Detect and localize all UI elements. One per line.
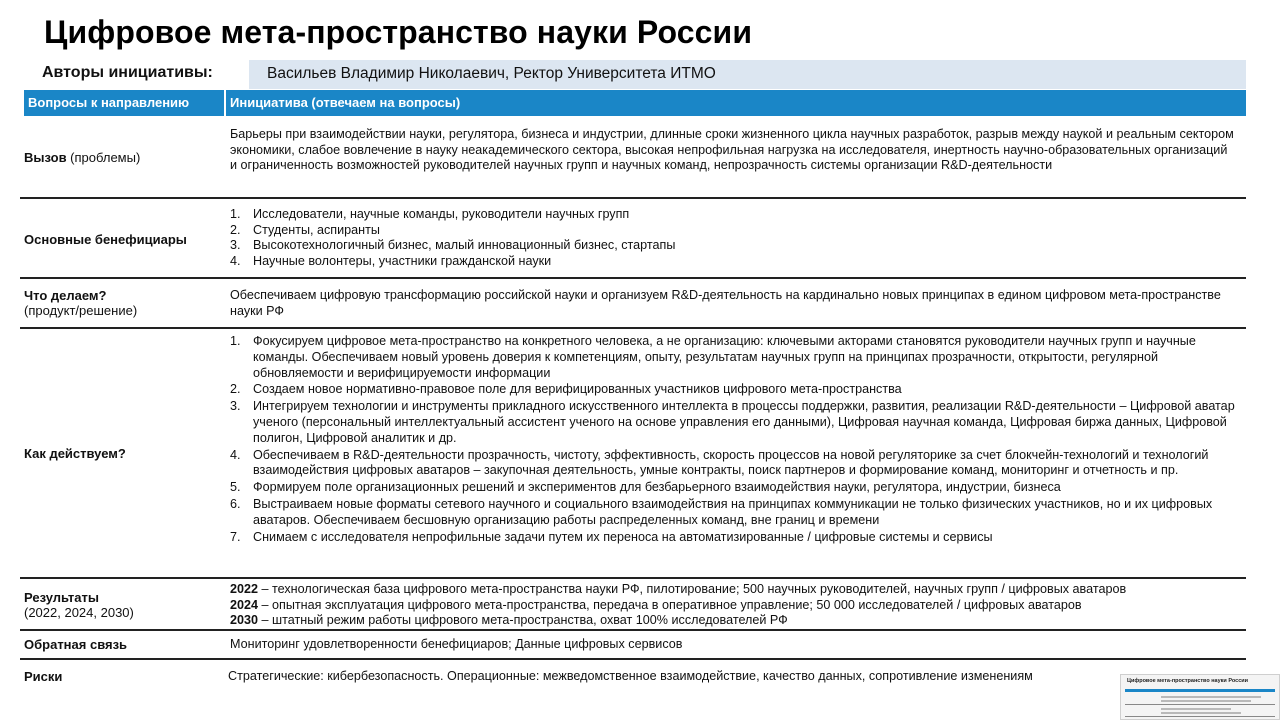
list-item-text: Создаем новое нормативно-правовое поле для верифицированных участников цифрового мета-пространства xyxy=(253,382,902,397)
row-what xyxy=(20,280,1246,326)
thumbnail-divider xyxy=(1125,716,1275,717)
beneficiaries-list xyxy=(230,207,1235,269)
list-item-text: Научные волонтеры, участники гражданской науки xyxy=(253,253,552,268)
row-feedback-label xyxy=(24,637,127,652)
row-feedback-label-text: Обратная связь xyxy=(24,637,128,652)
row-beneficiaries-label-text: Основные бенефициары xyxy=(24,232,187,247)
list-item-text: Снимаем с исследователя непрофильные задачи путем их переноса на автоматизированные / цифровые системы и сервисы xyxy=(253,529,993,544)
list-item-number: 1. xyxy=(230,207,241,221)
row-challenge-label-bold: Вызов xyxy=(24,150,67,165)
slide-title: Цифровое мета-пространство науки России xyxy=(44,14,753,50)
row-divider xyxy=(20,197,1246,199)
thumbnail-text-line xyxy=(1161,696,1261,698)
table-header xyxy=(24,90,1246,116)
header-initiative: Инициатива (отвечаем на вопросы) xyxy=(226,90,1246,116)
thumbnail-text-line xyxy=(1161,700,1251,702)
list-item xyxy=(230,223,1235,239)
row-results-label xyxy=(24,590,134,620)
list-item-number: 4. xyxy=(230,253,241,268)
row-challenge-label-rest: (проблемы) xyxy=(66,150,141,165)
row-beneficiaries-label xyxy=(24,232,187,247)
header-questions: Вопросы к направлению xyxy=(24,90,224,116)
row-risks-label xyxy=(24,669,62,684)
slide-thumbnail[interactable] xyxy=(1120,674,1280,720)
thumbnail-divider xyxy=(1125,704,1275,705)
row-what-label xyxy=(24,288,137,318)
list-item-number: 4. xyxy=(230,447,241,462)
row-risks-label-text: Риски xyxy=(24,669,63,684)
list-item xyxy=(230,334,1235,381)
row-results-label-bold: Результаты xyxy=(24,590,99,605)
row-risks-body: Стратегические: кибербезопасность. Операционные: межведомственное взаимодействие, качество данных, сопротивление изменениям xyxy=(228,669,1033,683)
list-item-text: Студенты, аспиранты xyxy=(253,222,380,237)
result-line xyxy=(230,598,1235,614)
list-item xyxy=(230,448,1235,480)
list-item-number: 7. xyxy=(230,529,241,544)
row-results-label-rest: (2022, 2024, 2030) xyxy=(24,605,134,620)
row-what-label-rest: (продукт/решение) xyxy=(24,303,138,318)
result-year: 2030 xyxy=(230,613,259,627)
row-how-label xyxy=(24,446,126,461)
list-item xyxy=(230,530,1235,546)
list-item-text: Исследователи, научные команды, руководители научных групп xyxy=(253,207,630,221)
row-how xyxy=(20,330,1246,576)
thumbnail-title: Цифровое мета-пространство науки России xyxy=(1127,678,1249,684)
thumbnail-text-line xyxy=(1161,708,1231,710)
row-divider xyxy=(20,658,1246,660)
thumbnail-header-bar xyxy=(1125,689,1275,692)
row-results xyxy=(20,579,1246,629)
row-what-body: Обеспечиваем цифровую трансформацию российской науки и организуем R&D-деятельность на кардинально новых принципах в едином цифровом мета-пространстве науки РФ xyxy=(230,288,1221,318)
list-item-text: Обеспечиваем в R&D-деятельности прозрачность, чистоту, эффективность, скорость процессов на новой регуляторике за счет блокчейн-технологий и технологий взаимодействия цифровых аватаров – закупочная деятельность, умные контракты, поиск партнеров и формирование команд, мониторинг и отчетность и пр. xyxy=(253,447,1209,478)
row-feedback-body: Мониторинг удовлетворенности бенефициаров; Данные цифровых сервисов xyxy=(230,637,683,651)
list-item-number: 2. xyxy=(230,222,241,237)
row-risks xyxy=(20,661,1249,691)
list-item-text: Высокотехнологичный бизнес, малый инновационный бизнес, стартапы xyxy=(253,238,676,253)
row-feedback xyxy=(20,631,1246,657)
result-year: 2024 xyxy=(230,597,259,612)
row-what-label-bold: Что делаем? xyxy=(24,288,107,303)
results-list xyxy=(230,582,1235,629)
authors-row xyxy=(24,60,1246,89)
list-item xyxy=(230,497,1235,529)
list-item-number: 5. xyxy=(230,480,241,495)
row-divider xyxy=(20,277,1246,279)
row-beneficiaries xyxy=(20,200,1246,276)
list-item xyxy=(230,382,1235,398)
result-text: – штатный режим работы цифрового мета-пространства, охват 100% исследователей РФ xyxy=(258,613,788,627)
thumbnail-text-line xyxy=(1161,712,1241,714)
list-item-number: 6. xyxy=(230,496,241,511)
result-line xyxy=(230,613,1235,629)
list-item-number: 2. xyxy=(230,382,241,397)
list-item-number: 1. xyxy=(230,334,241,348)
authors-value: Васильев Владимир Николаевич, Ректор Университета ИТМО xyxy=(249,60,1246,89)
list-item-text: Выстраиваем новые форматы сетевого научного и социального взаимодействия на принципах коммуникации не только физических участников, но и их цифровых аватаров. Обеспечиваем бесшовную организацию работы распределенных команд, вне границ и времени xyxy=(253,496,1213,527)
authors-label: Авторы инициативы: xyxy=(42,64,213,81)
list-item-number: 3. xyxy=(230,399,241,414)
list-item-text: Формируем поле организационных решений и экспериментов для безбарьерного взаимодействия науки, регулятора, индустрии, бизнеса xyxy=(253,480,1061,495)
list-item xyxy=(230,480,1235,496)
row-how-label-text: Как действуем? xyxy=(24,446,126,461)
result-text: – опытная эксплуатация цифрового мета-пространства, передача в оперативное управление; 50 000 исследователей / цифровых аватаров xyxy=(258,597,1082,612)
row-challenge-body: Барьеры при взаимодействии науки, регулятора, бизнеса и индустрии, длинные сроки жизненного цикла научных разработок, разрыв между наукой и реальным сектором экономики, слабое вовлечение в науку неакадемического сектора, высокая непрофильная нагрузка на исследователя, инертность научно-образовательных организаций и ограниченность возможностей руководителей научных групп и научных команд, непрозрачность системы организации R&D-деятельности xyxy=(230,127,1234,173)
row-challenge xyxy=(20,124,1246,196)
row-divider xyxy=(20,327,1246,329)
list-item-number: 3. xyxy=(230,238,241,253)
how-list xyxy=(230,334,1235,545)
row-challenge-label xyxy=(24,150,140,165)
list-item-text: Фокусируем цифровое мета-пространство на конкретного человека, а не организацию: ключевыми акторами становятся руководители научных групп и научные команды. Обеспечиваем новый уровень доверия к компетенциям, опыту, результатам научных групп на принципах прозрачности, открытости, регулярной обновляемости и верифицируемости информации xyxy=(253,334,1196,380)
result-year: 2022 xyxy=(230,582,259,596)
list-item xyxy=(230,399,1235,446)
list-item xyxy=(230,207,1235,223)
list-item xyxy=(230,254,1235,270)
list-item-text: Интегрируем технологии и инструменты прикладного искусственного интеллекта в процессы поддержки, развития, реализации R&D-деятельности – Цифровой аватар ученого (персональный интеллектуальный ассистент ученого на основе управления его данными), Цифровая научная команда, Цифровая биржа данных, Цифровой полигон, Цифровой аналитик и др. xyxy=(253,399,1235,445)
list-item xyxy=(230,238,1235,254)
result-text: – технологическая база цифрового мета-пространства науки РФ, пилотирование; 500 научных руководителей, научных групп / цифровых аватаров xyxy=(258,582,1127,596)
result-line xyxy=(230,582,1235,598)
